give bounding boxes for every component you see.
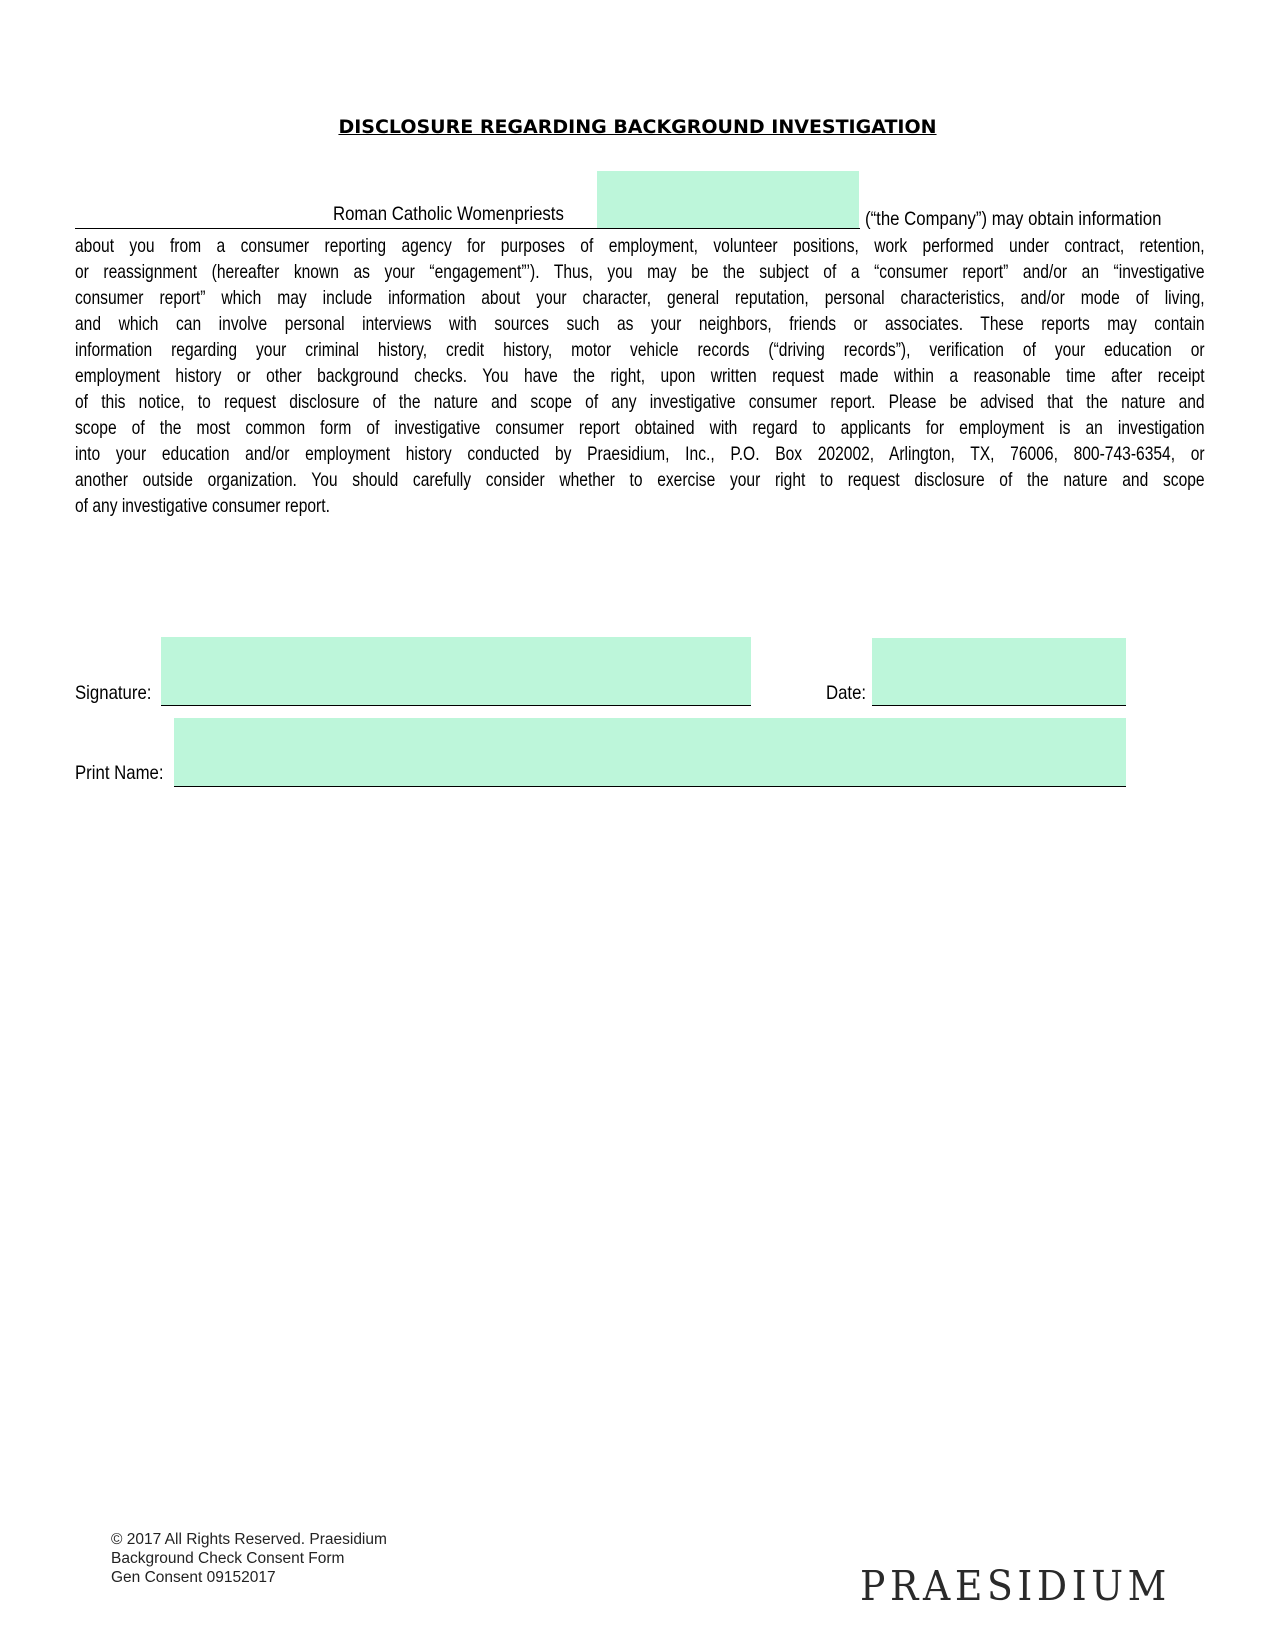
paragraph-line: and which can involve personal interviews with sources such as your neighbors, friends or associates. These reports may contain <box>75 313 1205 335</box>
date-label: Date: <box>826 682 867 704</box>
praesidium-logo: PRAESIDIUM <box>860 1562 1171 1610</box>
paragraph-line: or reassignment (hereafter known as your “engagement”’). Thus, you may be the subject of a “consumer report” and/or an “investigative <box>75 261 1205 283</box>
date-underline <box>872 705 1126 706</box>
company-name-field[interactable] <box>597 171 859 228</box>
paragraph-line: into your education and/or employment history conducted by Praesidium, Inc., P.O. Box 202002, Arlington, TX, 76006, 800-743-6354, or <box>75 443 1205 465</box>
document-title: DISCLOSURE REGARDING BACKGROUND INVESTIGATION <box>338 116 937 138</box>
paragraph-line: of this notice, to request disclosure of the nature and scope of any investigative consumer report. Please be advised that the nature and <box>75 391 1205 413</box>
footer-form-code: Gen Consent 09152017 <box>111 1569 276 1586</box>
print-name-underline <box>174 786 1126 787</box>
paragraph-line: of any investigative consumer report. <box>75 495 330 517</box>
paragraph-line: consumer report” which may include information about your character, general reputation, personal characteristics, and/or mode of living, <box>75 287 1205 309</box>
paragraph-line: employment history or other background checks. You have the right, upon written request made within a reasonable time after receipt <box>75 365 1205 387</box>
paragraph-line: information regarding your criminal history, credit history, motor vehicle records (“driving records”), verification of your education or <box>75 339 1205 361</box>
print-name-field[interactable] <box>174 718 1126 786</box>
signature-label: Signature: <box>75 682 152 704</box>
paragraph-line: about you from a consumer reporting agency for purposes of employment, volunteer positions, work performed under contract, retention, <box>75 235 1205 257</box>
company-line-underline <box>75 228 860 229</box>
company-clause: (“the Company”) may obtain information <box>865 208 1162 230</box>
footer-copyright: © 2017 All Rights Reserved. Praesidium <box>111 1531 387 1548</box>
paragraph-line: scope of the most common form of investigative consumer report obtained with regard to applicants for employment is an investigation <box>75 417 1205 439</box>
footer <box>111 1530 387 1587</box>
signature-field[interactable] <box>161 637 751 705</box>
company-name: Roman Catholic Womenpriests <box>333 203 564 225</box>
date-field[interactable] <box>872 638 1126 705</box>
print-name-label: Print Name: <box>75 762 164 784</box>
footer-form-name: Background Check Consent Form <box>111 1550 345 1567</box>
signature-underline <box>161 705 751 706</box>
paragraph-line: another outside organization. You should carefully consider whether to exercise your right to request disclosure of the nature and scope <box>75 469 1205 491</box>
